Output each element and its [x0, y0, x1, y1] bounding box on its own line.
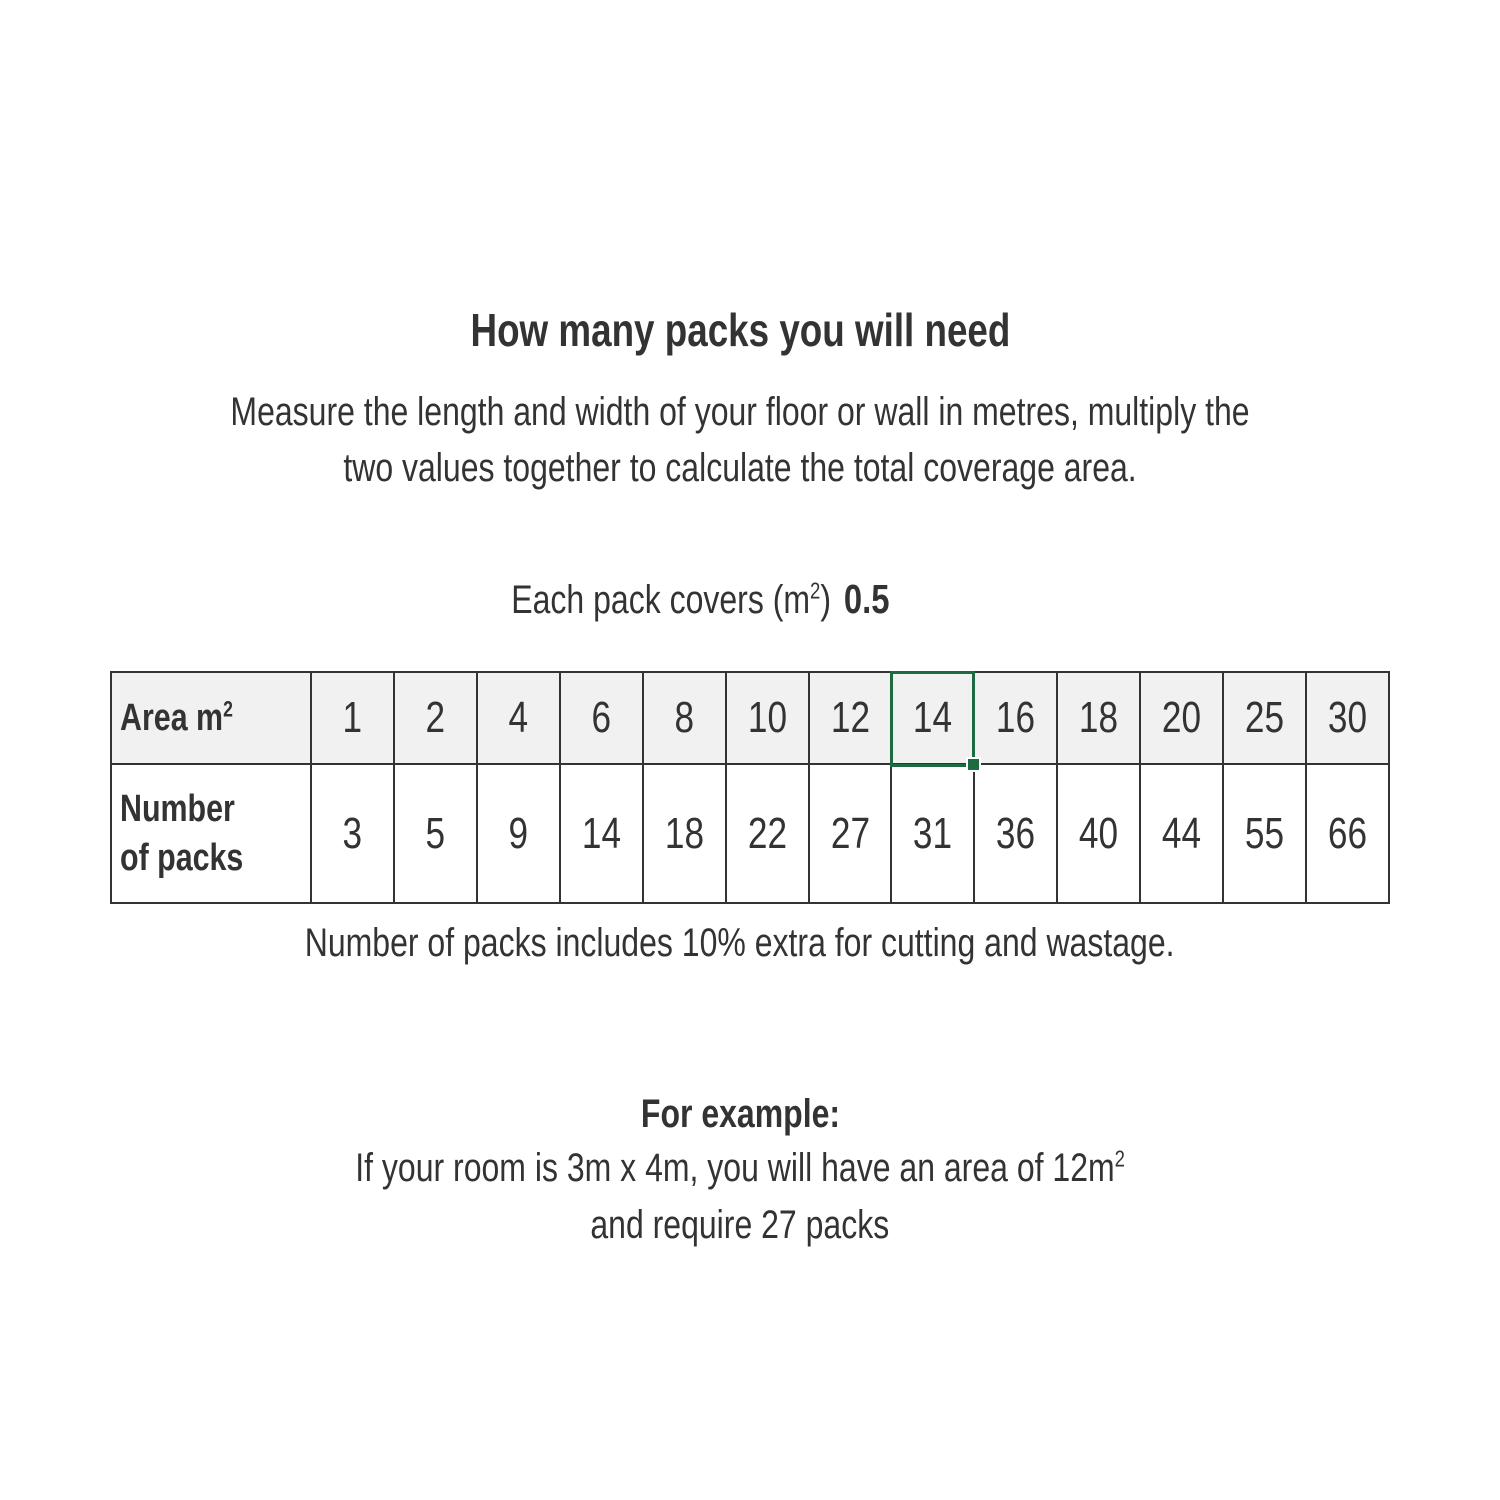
cell-value: 36 — [996, 808, 1036, 858]
page-title-text: How many packs you will need — [470, 304, 1010, 356]
note-text — [0, 921, 1480, 966]
coverage-label-sup: 2 — [809, 577, 821, 604]
cell-value: 18 — [664, 808, 704, 858]
cell-value: 66 — [1327, 808, 1368, 858]
area-cell — [560, 672, 643, 764]
area-cell — [1223, 672, 1306, 764]
area-header-label: Area m — [120, 696, 224, 739]
table-row-packs — [111, 764, 1389, 903]
area-cell — [1306, 672, 1389, 764]
example-heading — [0, 1092, 1480, 1137]
intro-line-1: Measure the length and width of your floor or wall in metres, multiply the — [230, 390, 1250, 434]
packs-cell — [809, 764, 892, 903]
packs-table — [110, 671, 1390, 904]
packs-cell — [891, 764, 974, 903]
area-cell — [974, 672, 1057, 764]
packs-cell — [560, 764, 643, 903]
cell-value: 31 — [913, 808, 953, 858]
packs-cell — [477, 764, 560, 903]
coverage-line — [0, 576, 1400, 623]
area-cell — [394, 672, 477, 764]
coverage-line-text — [511, 576, 889, 623]
note-text-content: Number of packs includes 10% extra for cutting and wastage. — [305, 921, 1175, 965]
area-row-header-text — [120, 694, 233, 743]
cell-value: 55 — [1245, 808, 1285, 858]
cell-value: 22 — [747, 808, 787, 858]
cell-value: 18 — [1079, 693, 1119, 742]
example-line-1-prefix: If your room is 3m x 4m, you will have an area of 12m — [355, 1146, 1115, 1190]
example-line-1-sup: 2 — [1114, 1145, 1125, 1172]
area-cell — [1140, 672, 1223, 764]
packs-cell — [311, 764, 394, 903]
area-header-sup: 2 — [223, 696, 233, 722]
packs-cell — [974, 764, 1057, 903]
area-cell — [726, 672, 809, 764]
example-line-2 — [0, 1203, 1480, 1248]
packs-cell — [1223, 764, 1306, 903]
example-line-1-text — [355, 1146, 1125, 1191]
packs-row-header — [111, 764, 311, 903]
cell-value: 27 — [830, 808, 870, 858]
cell-value: 4 — [508, 693, 529, 742]
cell-value: 44 — [1162, 808, 1202, 858]
area-row-header — [111, 672, 311, 764]
cell-value: 1 — [342, 693, 363, 742]
packs-cell — [726, 764, 809, 903]
cell-value: 6 — [591, 693, 612, 742]
cell-value: 2 — [425, 693, 446, 742]
area-cell — [643, 672, 726, 764]
cell-value: 9 — [508, 808, 529, 858]
cell-value: 8 — [674, 693, 694, 742]
cell-value: 30 — [1327, 693, 1368, 742]
coverage-label: Each pack covers (m — [510, 578, 810, 622]
area-cell — [809, 672, 892, 764]
cell-value: 10 — [747, 693, 787, 742]
intro-paragraph — [0, 384, 1480, 496]
area-cell-selected — [891, 672, 974, 764]
cell-value: 20 — [1162, 693, 1202, 742]
area-cell — [1057, 672, 1140, 764]
cell-value: 16 — [996, 693, 1036, 742]
example-line-2-text: and require 27 packs — [590, 1203, 890, 1247]
cell-value: 40 — [1079, 808, 1119, 858]
table-row-area — [111, 672, 1389, 764]
cell-value: 14 — [581, 808, 621, 858]
cell-value: 12 — [830, 693, 870, 742]
packs-cell — [1057, 764, 1140, 903]
selection-fill-handle-icon — [966, 757, 981, 772]
area-cell — [477, 672, 560, 764]
area-cell — [311, 672, 394, 764]
intro-line-2: two values together to calculate the total coverage area. — [343, 446, 1137, 490]
packs-cell — [643, 764, 726, 903]
page-title — [0, 303, 1480, 357]
packs-cell — [1140, 764, 1223, 903]
packs-cell — [394, 764, 477, 903]
packs-cell — [1306, 764, 1389, 903]
example-line-1 — [0, 1146, 1480, 1191]
coverage-label-close: ) — [820, 578, 831, 622]
cell-value: 14 — [913, 693, 953, 742]
packs-row-header-text: Number of packs — [120, 787, 244, 879]
coverage-value: 0.5 — [843, 576, 890, 622]
example-heading-text: For example: — [640, 1092, 840, 1136]
cell-value: 3 — [342, 808, 363, 858]
cell-value: 25 — [1245, 693, 1285, 742]
cell-value: 5 — [425, 808, 446, 858]
